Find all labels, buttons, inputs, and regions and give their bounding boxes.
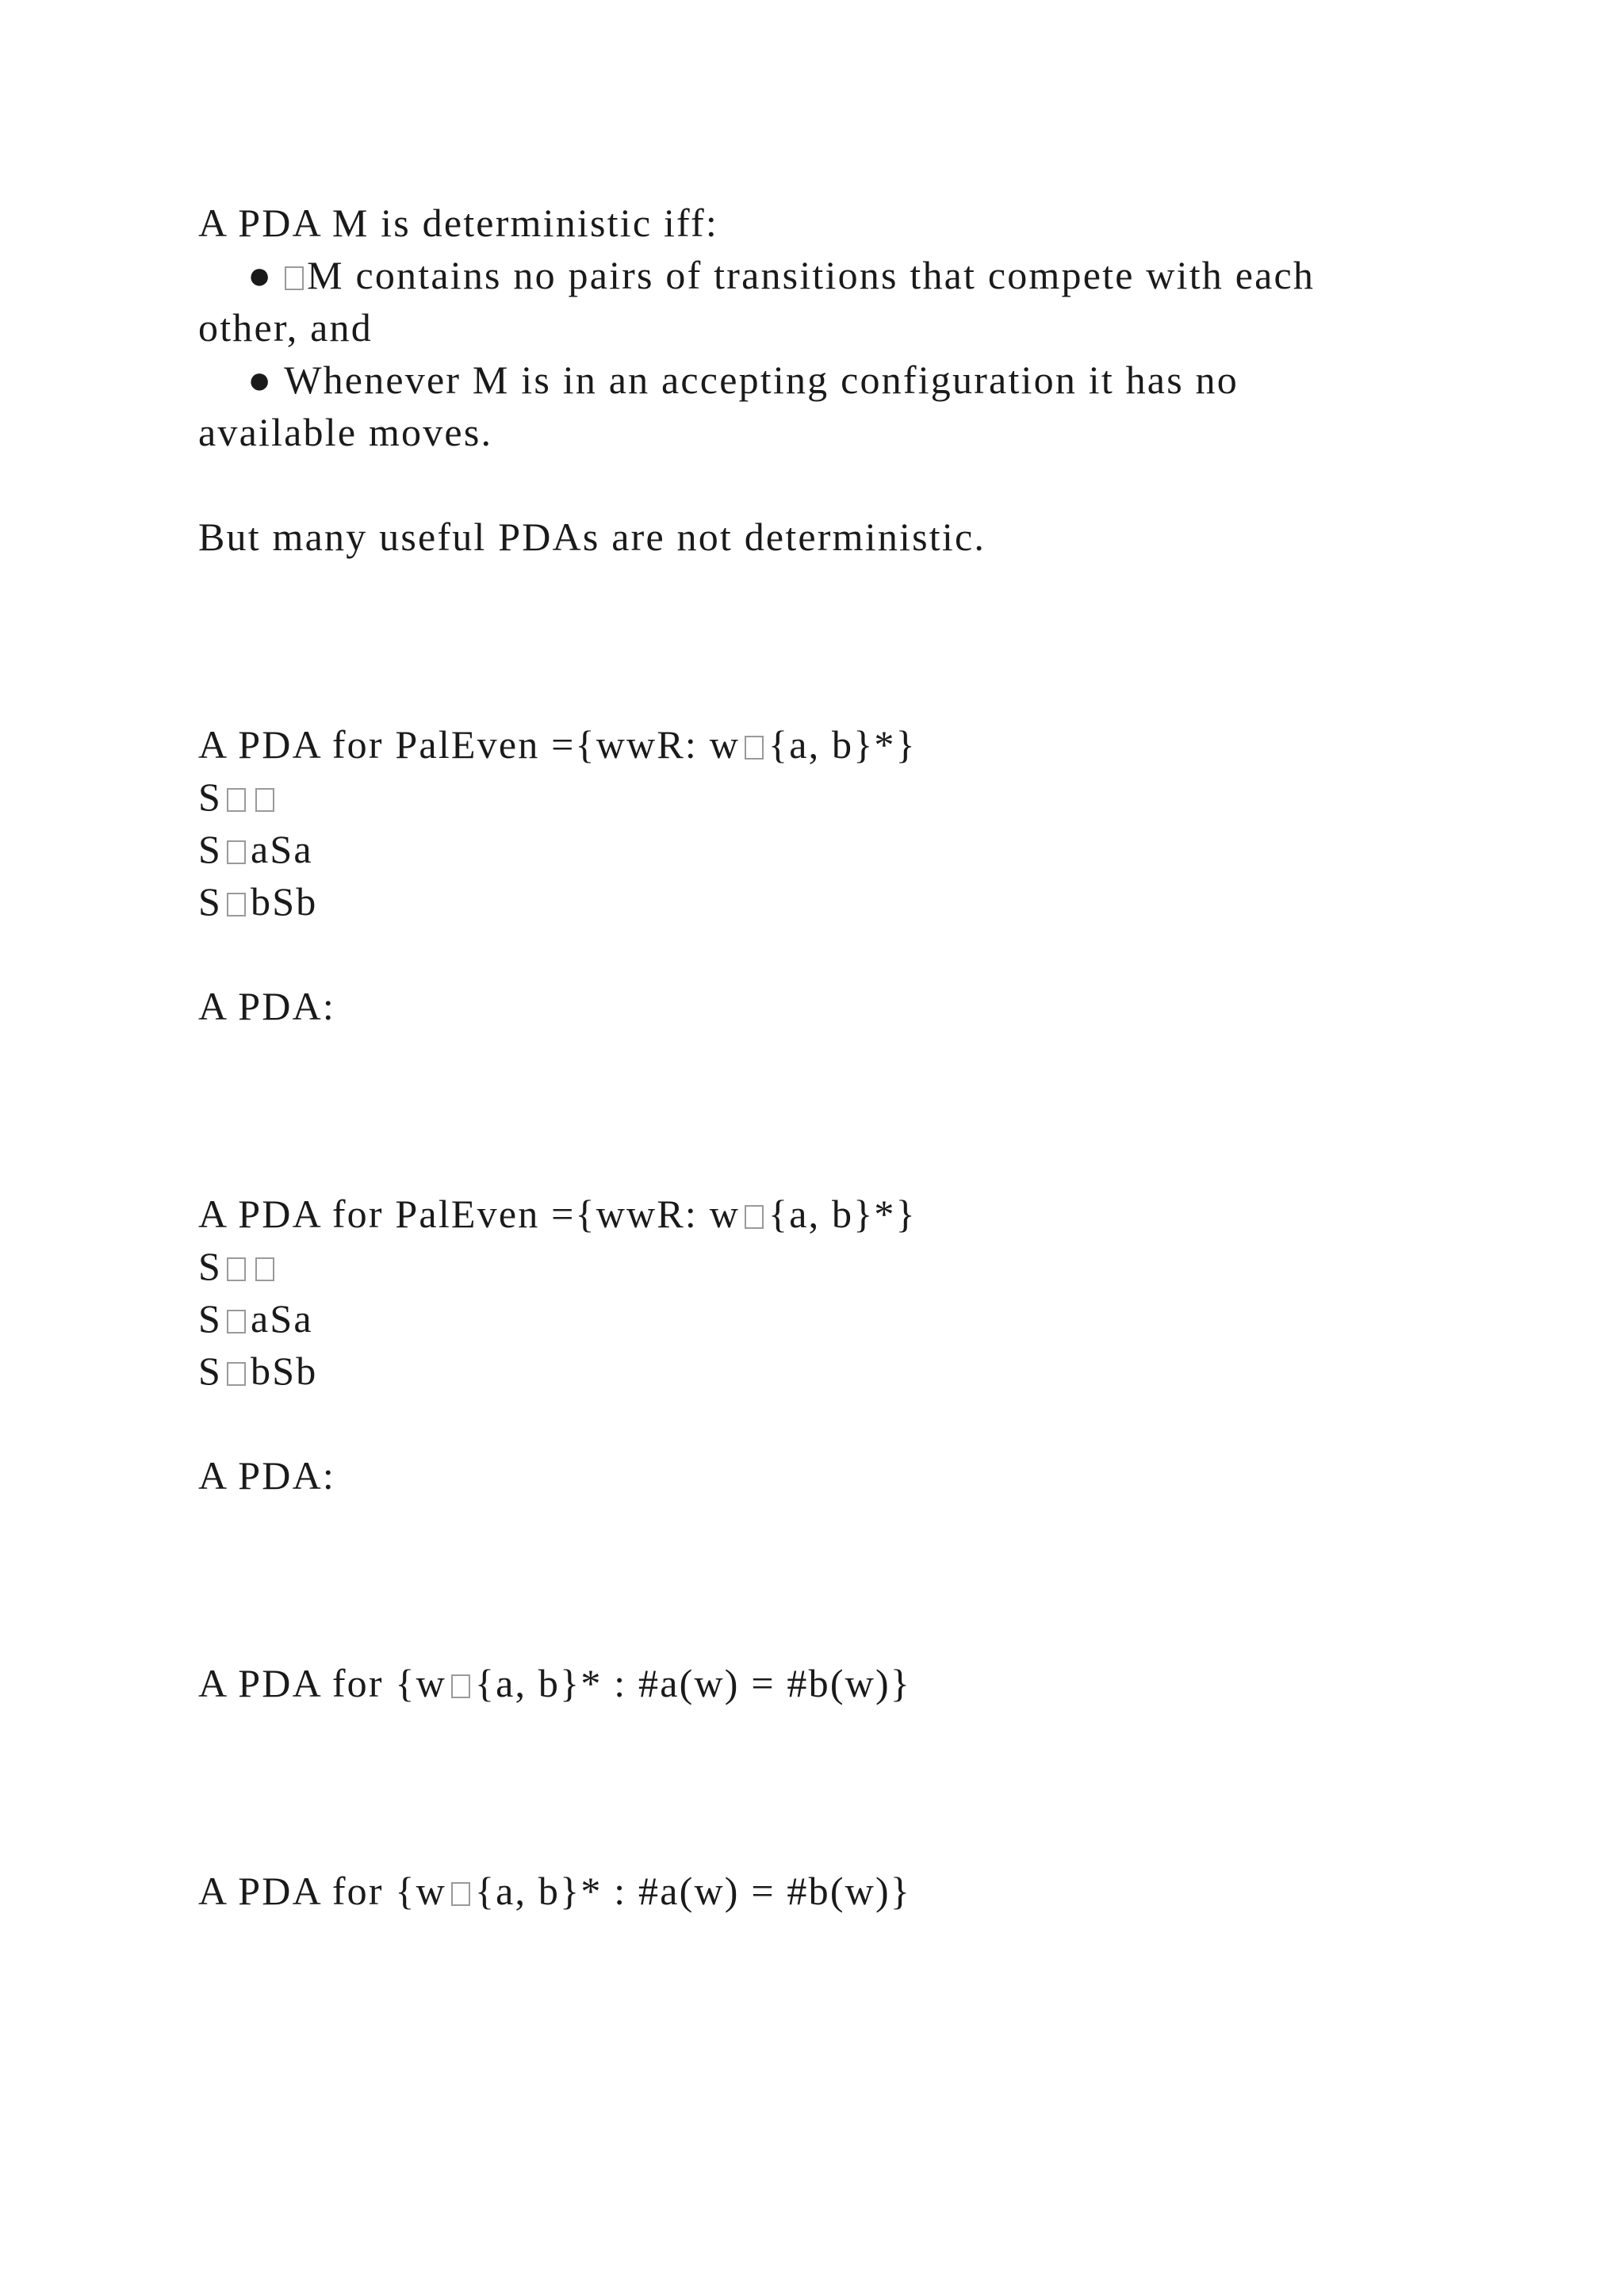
- note-paragraph: But many useful PDAs are not deterministic.: [198, 515, 986, 559]
- missing-glyph-icon: [745, 1205, 764, 1229]
- epsilon-missing-glyph-icon: [255, 788, 274, 812]
- paleven-heading: A PDA for PalEven ={wwR: w {a, b}*}: [198, 722, 917, 767]
- missing-glyph-icon: [285, 266, 304, 290]
- bullet-item-2-continuation: available moves.: [198, 410, 493, 454]
- element-of-missing-glyph-icon: [451, 1882, 470, 1906]
- grammar-rule-bsb: S bSb: [198, 879, 318, 924]
- pda-label: A PDA:: [198, 984, 335, 1028]
- equal-count-heading: A PDA for {w {a, b}* : #a(w) = #b(w)}: [198, 1661, 912, 1705]
- arrow-missing-glyph-icon: [227, 1362, 246, 1386]
- grammar-rule-epsilon: S: [198, 1240, 279, 1292]
- equal-count-heading: A PDA for {w {a, b}* : #a(w) = #b(w)}: [198, 1869, 912, 1913]
- grammar-rule-epsilon: S: [198, 771, 279, 823]
- grammar-rule-asa: S aSa: [198, 827, 313, 871]
- missing-glyph-icon: [745, 736, 764, 760]
- bullet-icon: ●: [247, 253, 274, 297]
- bullet-icon: ●: [247, 358, 274, 402]
- bullet-item-1-continuation: other, and: [198, 305, 373, 350]
- pda-label: A PDA:: [198, 1453, 335, 1498]
- paleven-heading: A PDA for PalEven ={wwR: w {a, b}*}: [198, 1192, 917, 1236]
- arrow-missing-glyph-icon: [227, 840, 246, 864]
- element-of-missing-glyph-icon: [451, 1674, 470, 1698]
- epsilon-missing-glyph-icon: [255, 1257, 274, 1281]
- definition-heading: A PDA M is deterministic iff:: [198, 201, 718, 245]
- grammar-rule-asa: S aSa: [198, 1296, 313, 1341]
- grammar-rule-bsb: S bSb: [198, 1349, 318, 1393]
- arrow-missing-glyph-icon: [227, 788, 246, 812]
- arrow-missing-glyph-icon: [227, 893, 246, 916]
- arrow-missing-glyph-icon: [227, 1310, 246, 1334]
- arrow-missing-glyph-icon: [227, 1257, 246, 1281]
- bullet-item-1: ● M contains no pairs of transitions that compete with each: [247, 253, 1316, 297]
- bullet-item-2: ● Whenever M is in an accepting configuration it has no: [247, 358, 1239, 402]
